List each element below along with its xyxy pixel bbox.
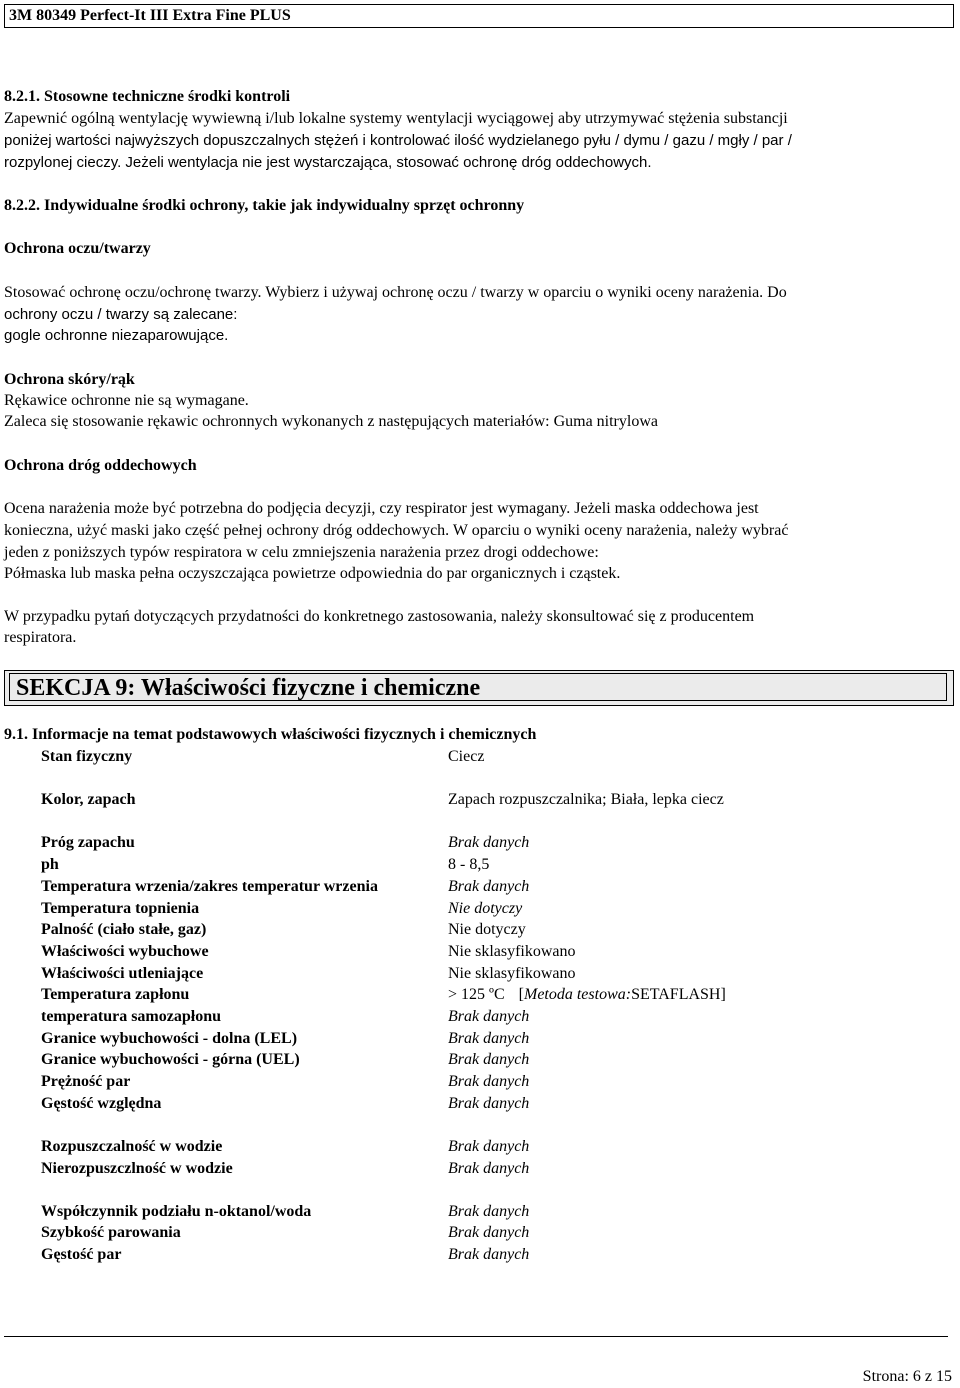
skin-protection-text: Zaleca się stosowanie rękawic ochronnych wykonanych z następujących materiałów: Guma nitrylowa xyxy=(4,413,658,430)
respiratory-protection-heading: Ochrona dróg oddechowych xyxy=(4,457,197,474)
property-value: Brak danych xyxy=(448,1138,530,1155)
property-label: Granice wybuchowości - dolna (LEL) xyxy=(41,1030,298,1047)
property-value: Nie dotyczy xyxy=(448,900,523,917)
skin-protection-text: Rękawice ochronne nie są wymagane. xyxy=(4,392,249,409)
property-row xyxy=(41,876,941,898)
property-label: Temperatura topnienia xyxy=(41,900,200,917)
property-label: temperatura samozapłonu xyxy=(41,1008,221,1025)
section-91-heading: 9.1. Informacje na temat podstawowych właściwości fizycznych i chemicznych xyxy=(4,726,537,743)
property-label: Właściwości wybuchowe xyxy=(41,943,209,960)
property-row xyxy=(41,941,941,963)
property-row xyxy=(41,1093,941,1115)
respiratory-protection-text: konieczna, użyć maski jako część pełnej ochrony dróg oddechowych. W oparciu o wyniki oceny narażenia, należy wybrać xyxy=(4,522,789,539)
property-label: Współczynnik podziału n-oktanol/woda xyxy=(41,1203,312,1220)
property-value: Brak danych xyxy=(448,1095,530,1112)
property-value: Brak danych xyxy=(448,1160,530,1177)
section-822-heading: 8.2.2. Indywidualne środki ochrony, takie jak indywidualny sprzęt ochronny xyxy=(4,197,525,214)
property-label: Właściwości utleniające xyxy=(41,965,204,982)
bracket-close: ] xyxy=(720,986,726,1003)
property-row xyxy=(41,919,941,941)
property-row xyxy=(41,746,941,768)
property-row xyxy=(41,1201,941,1223)
property-label: Temperatura zapłonu xyxy=(41,986,190,1003)
property-label: Nierozpuszczlność w wodzie xyxy=(41,1160,233,1177)
property-value: Brak danych xyxy=(448,1030,530,1047)
property-label: Palność (ciało stałe, gaz) xyxy=(41,921,207,938)
property-value: Brak danych xyxy=(448,834,530,851)
property-value: Nie sklasyfikowano xyxy=(448,965,576,982)
property-value: Zapach rozpuszczalnika; Biała, lepka ciecz xyxy=(448,791,724,808)
property-label: Szybkość parowania xyxy=(41,1224,181,1241)
property-value: Ciecz xyxy=(448,748,485,765)
property-value: Nie sklasyfikowano xyxy=(448,943,576,960)
property-label: Temperatura wrzenia/zakres temperatur wrzenia xyxy=(41,878,378,895)
property-label: Gęstość względna xyxy=(41,1095,162,1112)
property-value: Brak danych xyxy=(448,1246,530,1263)
property-label: ph xyxy=(41,856,59,873)
property-row xyxy=(41,1049,941,1071)
property-value: 8 - 8,5 xyxy=(448,856,490,873)
footer-divider xyxy=(4,1336,948,1337)
property-row xyxy=(41,984,941,1006)
property-label: Granice wybuchowości - górna (UEL) xyxy=(41,1051,300,1068)
skin-protection-heading: Ochrona skóry/rąk xyxy=(4,371,135,388)
respiratory-protection-text: Ocena narażenia może być potrzebna do podjęcia decyzji, czy respirator jest wymagany. Jeżeli maska oddechowa jest xyxy=(4,500,759,517)
property-row xyxy=(41,789,941,811)
property-label: Prężność par xyxy=(41,1073,131,1090)
property-row xyxy=(41,1006,941,1028)
property-label: Próg zapachu xyxy=(41,834,135,851)
property-label: Rozpuszczalność w wodzie xyxy=(41,1138,223,1155)
product-title: 3M 80349 Perfect-It III Extra Fine PLUS xyxy=(9,7,291,24)
test-method-value: SETAFLASH xyxy=(631,986,721,1003)
eye-protection-text: Stosować ochronę oczu/ochronę twarzy. Wybierz i używaj ochronę oczu / twarzy w oparciu o wyniki oceny narażenia. Do xyxy=(4,284,787,301)
property-value: Nie dotyczy xyxy=(448,921,526,938)
property-value: Brak danych xyxy=(448,1051,530,1068)
property-value: Brak danych xyxy=(448,1008,530,1025)
property-row xyxy=(41,854,941,876)
respiratory-protection-text: jeden z poniższych typów respiratora w celu zmniejszenia narażenia przez drogi oddechowe: xyxy=(4,544,599,561)
property-value: > 125 ºC xyxy=(448,986,505,1003)
property-label: Kolor, zapach xyxy=(41,791,136,808)
property-row xyxy=(41,832,941,854)
respiratory-protection-text: W przypadku pytań dotyczących przydatności do konkretnego zastosowania, należy skonsultować się z producentem xyxy=(4,608,755,625)
property-value: Brak danych xyxy=(448,1073,530,1090)
property-value: Brak danych xyxy=(448,1224,530,1241)
bracket-open: [ xyxy=(518,986,524,1003)
eye-protection-heading: Ochrona oczu/twarzy xyxy=(4,240,151,257)
property-row xyxy=(41,1244,941,1266)
test-method-label: Metoda testowa: xyxy=(523,986,632,1003)
section-821-heading: 8.2.1. Stosowne techniczne środki kontroli xyxy=(4,88,291,105)
property-row xyxy=(41,1222,941,1244)
property-row xyxy=(41,898,941,920)
section-9-banner xyxy=(4,670,954,706)
document-header xyxy=(4,4,954,28)
property-label: Stan fizyczny xyxy=(41,748,133,765)
section-821-line: Zapewnić ogólną wentylację wywiewną i/lub lokalne systemy wentylacji wyciągowej aby utrzymywać stężenia substancji xyxy=(4,110,788,127)
section-9-title: SEKCJA 9: Właściwości fizyczne i chemiczne xyxy=(9,673,947,701)
respiratory-protection-text: respiratora. xyxy=(4,629,77,646)
respiratory-protection-text: Półmaska lub maska pełna oczyszczająca powietrze odpowiednia do par organicznych i cząstek. xyxy=(4,565,621,582)
eye-protection-text: ochrony oczu / twarzy są zalecane: xyxy=(4,306,238,323)
property-row xyxy=(41,1028,941,1050)
page-number: Strona: 6 z 15 xyxy=(862,1368,952,1385)
property-row xyxy=(41,963,941,985)
property-row xyxy=(41,1136,941,1158)
property-value: Brak danych xyxy=(448,878,530,895)
property-row xyxy=(41,1071,941,1093)
property-label: Gęstość par xyxy=(41,1246,122,1263)
section-821-line: rozpylonej cieczy. Jeżeli wentylacja nie jest wystarczająca, stosować ochronę dróg oddechowych. xyxy=(4,154,652,171)
eye-protection-text: gogle ochronne niezaparowujące. xyxy=(4,327,229,344)
property-value-group xyxy=(448,984,726,1006)
property-row xyxy=(41,1158,941,1180)
section-821-line: poniżej wartości najwyższych dopuszczalnych stężeń i kontrolować ilość wydzielanego pyłu / dymu / gazu / mgły / par / xyxy=(4,132,792,149)
property-value: Brak danych xyxy=(448,1203,530,1220)
